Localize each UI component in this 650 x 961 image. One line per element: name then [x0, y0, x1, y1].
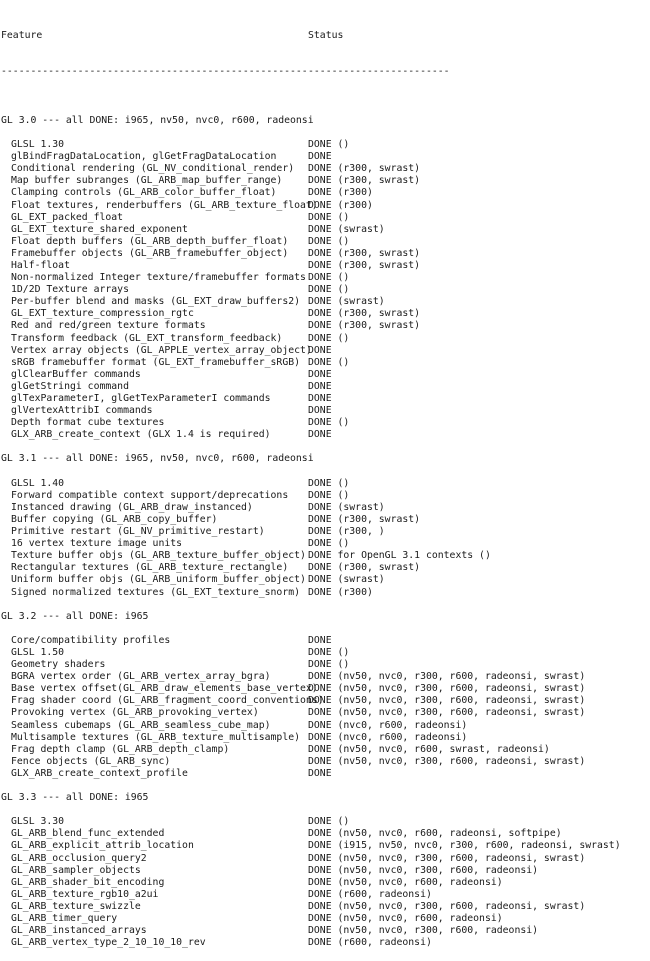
- blank-line: [1, 623, 621, 635]
- status-column-rule: ------------------------: [308, 66, 450, 78]
- feature-name: GLSL 1.40: [11, 477, 65, 489]
- feature-status: DONE (r600, radeonsi): [308, 937, 432, 949]
- sections-container: [1, 103, 621, 950]
- feature-name: GL_EXT_packed_float: [11, 211, 124, 223]
- feature-name: glGetStringi command: [11, 380, 129, 392]
- blank-line: [1, 441, 621, 453]
- feature-row: [1, 502, 621, 514]
- feature-name: Clamping controls (GL_ARB_color_buffer_float): [11, 187, 277, 199]
- feature-status: DONE (r300, swrast): [308, 163, 421, 175]
- feature-name: GL_ARB_explicit_attrib_location: [11, 840, 194, 852]
- feature-row: [1, 393, 621, 405]
- feature-status: DONE: [308, 393, 332, 404]
- feature-status: DONE (r300, swrast): [308, 259, 421, 271]
- feature-row: [1, 151, 621, 163]
- feature-name: GL_ARB_texture_rgb10_a2ui: [11, 888, 159, 900]
- feature-row: [1, 768, 621, 780]
- feature-row: [1, 175, 621, 187]
- feature-status: DONE for OpenGL 3.1 contexts (): [308, 550, 491, 562]
- feature-status: DONE (r300): [308, 586, 373, 598]
- feature-name: GL_ARB_occlusion_query2: [11, 852, 147, 864]
- feature-name: Signed normalized textures (GL_EXT_texture_snorm): [11, 586, 301, 598]
- feature-status: DONE: [308, 151, 332, 163]
- feature-status: DONE (r300, swrast): [308, 320, 421, 332]
- feature-row: [1, 308, 621, 320]
- feature-status: DONE: [308, 429, 332, 441]
- feature-row: [1, 345, 621, 357]
- feature-row: [1, 405, 621, 417]
- feature-row: [1, 635, 621, 647]
- feature-status: DONE (nv50, nvc0, r600, radeonsi): [308, 876, 503, 888]
- feature-name: GL_EXT_texture_compression_rgtc: [11, 308, 194, 320]
- blank-line: [1, 127, 621, 139]
- feature-status: DONE (r300, swrast): [308, 513, 421, 525]
- feature-name: Fence objects (GL_ARB_sync): [11, 755, 171, 767]
- feature-name: GLX_ARB_create_context_profile: [11, 767, 188, 779]
- blank-line: [1, 599, 621, 611]
- feature-status: DONE (swrast): [308, 223, 385, 235]
- feature-status: DONE (nv50, nvc0, r300, r600, radeonsi, swrast): [308, 707, 586, 719]
- feature-name: GL_ARB_vertex_type_2_10_10_10_rev: [11, 937, 206, 949]
- feature-row: [1, 720, 621, 732]
- feature-name: GL_ARB_shader_bit_encoding: [11, 876, 165, 888]
- feature-name: Base vertex offset(GL_ARB_draw_elements_base_vertex): [11, 683, 318, 695]
- feature-status: DONE (): [308, 235, 350, 247]
- status-column-header: Status: [308, 30, 344, 42]
- feature-status: DONE (): [308, 477, 350, 489]
- feature-status: DONE (nv50, nvc0, r300, r600, radeonsi, swrast): [308, 900, 586, 912]
- feature-row: [1, 925, 621, 937]
- header-rule: [1, 66, 621, 78]
- feature-status: DONE (r300, swrast): [308, 175, 421, 187]
- feature-name: Transform feedback (GL_EXT_transform_feedback): [11, 332, 283, 344]
- feature-row: [1, 707, 621, 719]
- feature-status: DONE: [308, 344, 332, 356]
- feature-row: [1, 756, 621, 768]
- feature-status: DONE (nvc0, r600, radeonsi): [308, 731, 468, 743]
- feature-row: [1, 429, 621, 441]
- feature-name: Forward compatible context support/deprecations: [11, 489, 289, 501]
- feature-name: Buffer copying (GL_ARB_copy_buffer): [11, 513, 218, 525]
- feature-status: DONE (): [308, 489, 350, 501]
- feature-name: glTexParameterI, glGetTexParameterI commands: [11, 393, 271, 404]
- feature-name: Depth format cube textures: [11, 417, 165, 429]
- feature-row: [1, 369, 621, 381]
- feature-name: Primitive restart (GL_NV_primitive_restart): [11, 526, 265, 538]
- feature-name: Instanced drawing (GL_ARB_draw_instanced): [11, 501, 253, 513]
- feature-status: DONE: [308, 368, 332, 380]
- feature-status: DONE (nv50, nvc0, r300, r600, radeonsi, swrast): [308, 683, 586, 695]
- feature-row: [1, 913, 621, 925]
- feature-row: [1, 272, 621, 284]
- feature-name: Geometry shaders: [11, 659, 106, 671]
- feature-name: Multisample textures (GL_ARB_texture_multisample): [11, 731, 301, 743]
- feature-row: [1, 865, 621, 877]
- feature-row: [1, 333, 621, 345]
- feature-status: DONE (i915, nv50, nvc0, r300, r600, radeonsi, swrast): [308, 840, 621, 852]
- feature-name: sRGB framebuffer format (GL_EXT_framebuffer_sRGB): [11, 356, 301, 368]
- blank-line: [1, 780, 621, 792]
- feature-status: DONE: [308, 767, 332, 779]
- feature-status: DONE (): [308, 284, 350, 296]
- feature-row: [1, 490, 621, 502]
- feature-status: DONE (r600, radeonsi): [308, 888, 432, 900]
- feature-name: Half-float: [11, 259, 70, 271]
- feature-row: [1, 538, 621, 550]
- feature-row: [1, 320, 621, 332]
- feature-status: DONE (r300, swrast): [308, 308, 421, 320]
- feature-status: DONE: [308, 634, 332, 646]
- feature-row: [1, 671, 621, 683]
- feature-row: [1, 296, 621, 308]
- feature-status: DONE (nv50, nvc0, r600, radeonsi, softpipe): [308, 828, 562, 840]
- feature-row: [1, 647, 621, 659]
- feature-name: GLSL 3.30: [11, 816, 65, 828]
- feature-row: [1, 260, 621, 272]
- feature-row: [1, 417, 621, 429]
- feature-status: DONE (): [308, 139, 350, 151]
- feature-row: [1, 224, 621, 236]
- feature-status: DONE (nv50, nvc0, r300, r600, radeonsi): [308, 925, 539, 937]
- section-title: GL 3.3 --- all DONE: i965: [1, 792, 149, 804]
- feature-status: DONE (): [308, 538, 350, 550]
- feature-status: DONE (nvc0, r600, radeonsi): [308, 719, 468, 731]
- feature-status: DONE (): [308, 272, 350, 284]
- feature-name: Provoking vertex (GL_ARB_provoking_vertex): [11, 707, 259, 719]
- feature-row: [1, 139, 621, 151]
- feature-name: GLX_ARB_create_context (GLX 1.4 is required): [11, 429, 271, 441]
- feature-status: DONE (nv50, nvc0, r300, r600, radeonsi): [308, 864, 539, 876]
- feature-name: Frag depth clamp (GL_ARB_depth_clamp): [11, 743, 230, 755]
- feature-name: Map buffer subranges (GL_ARB_map_buffer_range): [11, 175, 283, 187]
- feature-row: [1, 163, 621, 175]
- feature-status: DONE (): [308, 332, 350, 344]
- header-row: [1, 30, 621, 42]
- feature-name: Non-normalized Integer texture/framebuffer formats: [11, 272, 306, 284]
- feature-row: [1, 381, 621, 393]
- feature-status: DONE (nv50, nvc0, r300, r600, radeonsi, swrast): [308, 755, 586, 767]
- feature-name: Framebuffer objects (GL_ARB_framebuffer_object): [11, 247, 289, 259]
- feature-row: [1, 284, 621, 296]
- feature-status: DONE (): [308, 211, 350, 223]
- feature-status: DONE (r300): [308, 187, 373, 199]
- feature-row: [1, 526, 621, 538]
- feature-name: glClearBuffer commands: [11, 368, 141, 380]
- feature-row: [1, 357, 621, 369]
- feature-name: Texture buffer objs (GL_ARB_texture_buffer_object): [11, 550, 306, 562]
- feature-row: [1, 659, 621, 671]
- feature-name: GL_EXT_texture_shared_exponent: [11, 223, 188, 235]
- feature-status: DONE (): [308, 356, 350, 368]
- feature-status-document: [1, 6, 621, 961]
- feature-name: 1D/2D Texture arrays: [11, 284, 129, 296]
- blank-line: [1, 804, 621, 816]
- blank-line: [1, 103, 621, 115]
- feature-status: DONE (nv50, nvc0, r600, radeonsi): [308, 913, 503, 925]
- feature-name: GL_ARB_blend_func_extended: [11, 828, 165, 840]
- feature-row: [1, 853, 621, 865]
- feature-column-header: Feature: [1, 30, 43, 42]
- feature-row: [1, 587, 621, 599]
- section-title: GL 3.2 --- all DONE: i965: [1, 610, 149, 622]
- feature-row: [1, 187, 621, 199]
- feature-row: [1, 248, 621, 260]
- feature-row: [1, 732, 621, 744]
- feature-status: DONE (swrast): [308, 501, 385, 513]
- feature-name: BGRA vertex order (GL_ARB_vertex_array_bgra): [11, 671, 271, 683]
- feature-name: Seamless cubemaps (GL_ARB_seamless_cube_map): [11, 719, 271, 731]
- feature-row: [1, 877, 621, 889]
- feature-status: DONE (nv50, nvc0, r300, r600, radeonsi, swrast): [308, 852, 586, 864]
- feature-row: [1, 200, 621, 212]
- feature-status: DONE (): [308, 659, 350, 671]
- feature-row: [1, 514, 621, 526]
- feature-status: DONE (nv50, nvc0, r300, r600, radeonsi, swrast): [308, 695, 586, 707]
- feature-name: Float textures, renderbuffers (GL_ARB_texture_float): [11, 199, 318, 211]
- feature-row: [1, 889, 621, 901]
- feature-name: Core/compatibility profiles: [11, 634, 171, 646]
- feature-status: DONE (): [308, 417, 350, 429]
- feature-name: glVertexAttribI commands: [11, 405, 153, 417]
- feature-name: Vertex array objects (GL_APPLE_vertex_array_object): [11, 344, 312, 356]
- feature-row: [1, 478, 621, 490]
- feature-name: GL_ARB_texture_swizzle: [11, 900, 141, 912]
- feature-status: DONE (r300, swrast): [308, 247, 421, 259]
- feature-name: Red and red/green texture formats: [11, 320, 206, 332]
- feature-status: DONE: [308, 380, 332, 392]
- feature-name: GL_ARB_instanced_arrays: [11, 925, 147, 937]
- feature-name: GL_ARB_sampler_objects: [11, 864, 141, 876]
- feature-row: [1, 744, 621, 756]
- feature-name: Rectangular textures (GL_ARB_texture_rectangle): [11, 562, 289, 574]
- feature-status: DONE (): [308, 646, 350, 658]
- section-title: GL 3.1 --- all DONE: i965, nv50, nvc0, r600, radeonsi: [1, 453, 314, 465]
- section-title: GL 3.0 --- all DONE: i965, nv50, nvc0, r600, radeonsi: [1, 114, 314, 126]
- feature-name: Uniform buffer objs (GL_ARB_uniform_buffer_object): [11, 574, 306, 586]
- feature-column-rule: ----------------------------------------------------: [1, 66, 308, 78]
- feature-row: [1, 212, 621, 224]
- feature-name: Conditional rendering (GL_NV_conditional_render): [11, 163, 295, 175]
- feature-name: Per-buffer blend and masks (GL_EXT_draw_buffers2): [11, 296, 301, 308]
- feature-row: [1, 562, 621, 574]
- feature-row: [1, 236, 621, 248]
- feature-status: DONE (swrast): [308, 574, 385, 586]
- feature-row: [1, 683, 621, 695]
- feature-row: [1, 574, 621, 586]
- feature-status: DONE (r300, ): [308, 526, 385, 538]
- feature-row: [1, 816, 621, 828]
- feature-status: DONE (r300, swrast): [308, 562, 421, 574]
- feature-status: DONE (): [308, 816, 350, 828]
- feature-status: DONE (nv50, nvc0, r300, r600, radeonsi, swrast): [308, 671, 586, 683]
- feature-row: [1, 937, 621, 949]
- feature-status: DONE (nv50, nvc0, r600, swrast, radeonsi): [308, 743, 550, 755]
- feature-row: [1, 840, 621, 852]
- feature-name: Frag shader coord (GL_ARB_fragment_coord_conventions): [11, 695, 324, 707]
- feature-status: DONE (r300): [308, 199, 373, 211]
- feature-name: GLSL 1.30: [11, 139, 65, 151]
- feature-name: Float depth buffers (GL_ARB_depth_buffer_float): [11, 235, 289, 247]
- feature-name: GL_ARB_timer_query: [11, 913, 118, 925]
- feature-status: DONE: [308, 405, 332, 417]
- feature-name: GLSL 1.50: [11, 646, 65, 658]
- feature-name: 16 vertex texture image units: [11, 538, 183, 550]
- feature-row: [1, 550, 621, 562]
- feature-row: [1, 901, 621, 913]
- feature-row: [1, 695, 621, 707]
- blank-line: [1, 466, 621, 478]
- feature-name: glBindFragDataLocation, glGetFragDataLocation: [11, 151, 277, 163]
- feature-row: [1, 828, 621, 840]
- feature-status: DONE (swrast): [308, 296, 385, 308]
